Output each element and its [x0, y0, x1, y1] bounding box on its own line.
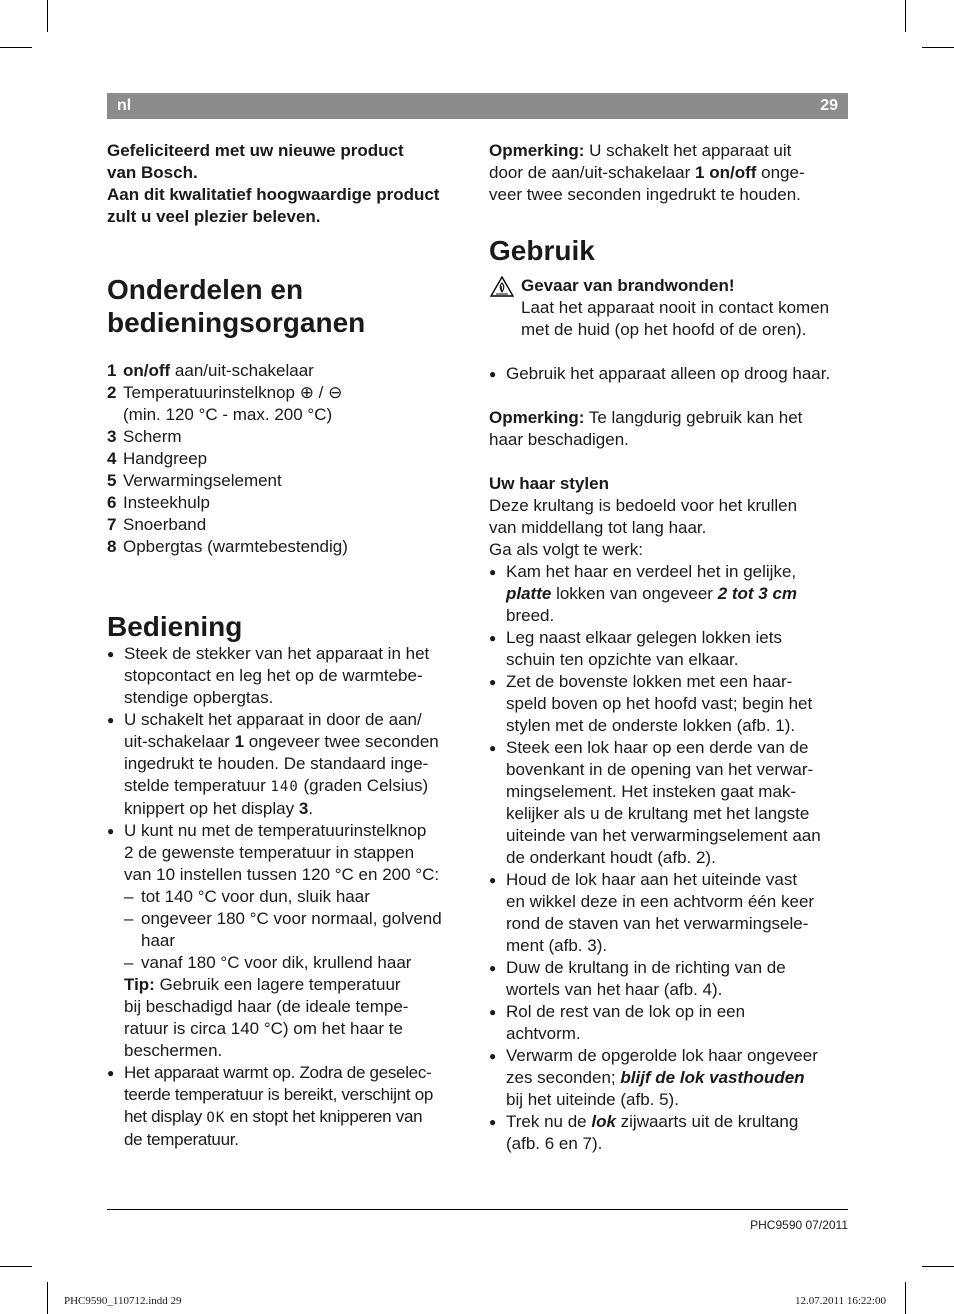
item-text: Verwarmingselement — [123, 471, 282, 490]
item-number: 4 — [107, 449, 117, 468]
tip-label: Tip: — [124, 975, 155, 994]
text-line: Steek een lok haar op een derde van de — [506, 738, 809, 757]
text-line: Het apparaat warmt op. Zodra de geselec- — [124, 1063, 432, 1082]
text-line: ingedrukt te houden. De standaard inge- — [124, 754, 429, 773]
footer-rule — [107, 1209, 848, 1210]
text-line: bij het uiteinde (afb. 5). — [506, 1090, 679, 1109]
emphasis: lok — [591, 1112, 616, 1131]
parts-item — [107, 514, 467, 536]
text-line: en stopt het knipperen van — [225, 1107, 423, 1126]
parts-item — [107, 470, 467, 492]
slug-file: PHC9590_110712.indd 29 — [64, 1295, 182, 1307]
text-line: Duw de krultang in de richting van de — [506, 958, 786, 977]
item-text: Handgreep — [123, 449, 208, 468]
operation-heading: Bediening — [107, 611, 243, 642]
styling-intro — [489, 495, 849, 561]
dash-item — [124, 952, 467, 974]
slug-timestamp: 12.07.2011 16:22:00 — [795, 1295, 886, 1307]
text-line: haar — [141, 931, 176, 950]
language-code: nl — [117, 97, 132, 114]
intro-line: Gefeliciteerd met uw nieuwe product — [107, 141, 404, 160]
footer-model: PHC9590 07/2011 — [750, 1218, 848, 1232]
item-text: Insteekhulp — [123, 493, 210, 512]
styling-heading: Uw haar stylen — [489, 474, 609, 493]
text-line: Te langdurig gebruik kan het — [584, 408, 803, 427]
item-text: Opbergtas (warmtebestendig) — [123, 537, 348, 556]
temperature-list — [124, 886, 467, 974]
item-number: 3 — [107, 427, 117, 446]
text-line: haar beschadigen. — [489, 430, 629, 449]
parts-item — [107, 492, 467, 514]
text-line: met de huid (op het hoofd of de oren). — [521, 320, 807, 339]
warning-title: Gevaar van brandwonden! — [521, 276, 735, 295]
display-value: OK — [206, 1110, 226, 1126]
text-line: stylen met de onderste lokken (afb. 1). — [506, 716, 796, 735]
text-line: bovenkant in de opening van het verwar- — [506, 760, 814, 779]
text-line: tot 140 °C voor dun, sluik haar — [141, 887, 370, 906]
text-line: Steek de stekker van het apparaat in het — [124, 644, 430, 663]
item-bold: on/off — [123, 361, 171, 380]
text-line: bij beschadigd haar (de ideale tempe- — [124, 997, 409, 1016]
header-bar — [107, 93, 848, 119]
text-line: ment (afb. 3). — [506, 936, 608, 955]
text-line: Ga als volgt te werk: — [489, 540, 644, 559]
text-line: Gebruik het apparaat alleen op droog haar. — [506, 364, 831, 383]
text-line: vanaf 180 °C voor dik, krullend haar — [141, 953, 412, 972]
styling-step — [489, 627, 849, 671]
note-2 — [489, 407, 849, 451]
crop-mark — [47, 0, 48, 32]
item-number: 6 — [107, 493, 117, 512]
text-line: van middellang tot lang haar. — [489, 518, 707, 537]
styling-step — [489, 561, 849, 627]
intro-line: zult u veel plezier beleven. — [107, 207, 321, 226]
styling-step — [489, 671, 849, 737]
text-line: kelijker als u de krultang met het langste — [506, 804, 810, 823]
text-line: teerde temperatuur is bereikt, verschijnt op — [124, 1085, 434, 1104]
operation-item — [107, 820, 467, 1062]
text-line: van 10 instellen tussen 120 °C en 200 °C: — [124, 865, 440, 884]
page-number: 29 — [820, 97, 838, 114]
text-line: ongeveer 180 °C voor normaal, golvend — [141, 909, 442, 928]
styling-steps — [489, 561, 849, 1155]
text-line: ongeveer twee seconden — [244, 732, 439, 751]
parts-heading-line: Onderdelen en — [107, 274, 304, 305]
item-number: 2 — [107, 383, 117, 402]
styling-step — [489, 957, 849, 1001]
item-text: Snoerband — [123, 515, 207, 534]
ref-number: 3 — [298, 799, 309, 818]
text-line: de onderkant houdt (afb. 2). — [506, 848, 716, 867]
text-line: en wikkel deze in een achtvorm één keer — [506, 892, 815, 911]
parts-list — [107, 360, 467, 558]
text-line: lokken van ongeveer — [551, 584, 718, 603]
crop-mark — [47, 1282, 48, 1314]
operation-item — [107, 1062, 467, 1151]
intro-text — [107, 140, 467, 228]
text-line: rond de staven van het verwarmingsele- — [506, 914, 809, 933]
styling-step — [489, 869, 849, 957]
text-line: Laat het apparaat nooit in contact komen — [521, 298, 830, 317]
note-label: Opmerking: — [489, 141, 585, 160]
intro-line: van Bosch. — [107, 163, 198, 182]
text-line: schuin ten opzichte van elkaar. — [506, 650, 739, 669]
emphasis: platte — [506, 584, 552, 603]
right-column — [489, 140, 849, 1155]
item-number: 8 — [107, 537, 117, 556]
text-line: Zet de bovenste lokken met een haar- — [506, 672, 793, 691]
text-line: Rol de rest van de lok op in een — [506, 1002, 746, 1021]
warning-block — [489, 275, 849, 341]
text-line: Deze krultang is bedoeld voor het krullen — [489, 496, 798, 515]
styling-step — [489, 1001, 849, 1045]
dash-item — [124, 908, 467, 952]
dash-item — [124, 886, 467, 908]
text-line: 2 de gewenste temperatuur in stappen — [124, 843, 415, 862]
parts-item — [107, 360, 467, 382]
note-1 — [489, 140, 849, 206]
parts-item — [107, 426, 467, 448]
ref-number: 1 — [234, 732, 245, 751]
display-value: 140 — [270, 779, 299, 795]
tip — [124, 974, 467, 1062]
text-line: uiteinde van het verwarmingselement aan — [506, 826, 821, 845]
text-line: veer twee seconden ingedrukt te houden. — [489, 185, 801, 204]
text-line: Gebruik een lagere temperatuur — [154, 975, 401, 994]
note-label: Opmerking: — [489, 408, 585, 427]
text-line: (graden Celsius) — [298, 776, 429, 795]
text-line: uit-schakelaar — [124, 732, 235, 751]
operation-item — [107, 643, 467, 709]
parts-item — [107, 448, 467, 470]
button-ref: 1 on/off — [695, 163, 757, 182]
styling-step — [489, 1045, 849, 1111]
text-line: stelde temperatuur — [124, 776, 271, 795]
text-line: zes seconden; — [506, 1068, 621, 1087]
text-line: wortels van het haar (afb. 4). — [506, 980, 723, 999]
parts-item — [107, 382, 467, 426]
emphasis: 2 tot 3 cm — [717, 584, 798, 603]
operation-item — [107, 709, 467, 820]
item-text: (min. 120 °C - max. 200 °C) — [123, 405, 333, 424]
text-line: stendige opbergtas. — [124, 688, 274, 707]
text-line: achtvorm. — [506, 1024, 581, 1043]
left-column — [107, 140, 467, 1151]
crop-mark — [905, 0, 906, 32]
text-line: . — [308, 799, 314, 818]
styling-step — [489, 737, 849, 869]
parts-heading-line: bedieningsorganen — [107, 307, 366, 338]
styling-step — [489, 1111, 849, 1155]
text-line: onge- — [756, 163, 805, 182]
item-text: Scherm — [123, 427, 182, 446]
item-text: Temperatuurinstelknop ⊕ / ⊖ — [123, 383, 343, 402]
operation-list — [107, 643, 467, 1151]
text-line: de temperatuur. — [124, 1130, 239, 1149]
text-line: door de aan/uit-schakelaar — [489, 163, 696, 182]
bullet-item — [489, 363, 849, 385]
text-line: speld boven op het hoofd vast; begin het — [506, 694, 813, 713]
text-line: Trek nu de — [506, 1112, 592, 1131]
text-line: (afb. 6 en 7). — [506, 1134, 603, 1153]
parts-heading — [107, 273, 467, 339]
text-line: knippert op het display — [124, 799, 299, 818]
text-line: mingselement. Het insteken gaat mak- — [506, 782, 797, 801]
text-line: Houd de lok haar aan het uiteinde vast — [506, 870, 798, 889]
crop-mark — [0, 47, 32, 48]
item-number: 1 — [107, 361, 117, 380]
text-line: stopcontact en leg het op de warmtebe- — [124, 666, 423, 685]
item-number: 5 — [107, 471, 117, 490]
parts-item — [107, 536, 467, 558]
text-line: Leg naast elkaar gelegen lokken iets — [506, 628, 782, 647]
text-line: het display — [124, 1107, 207, 1126]
text-line: breed. — [506, 606, 555, 625]
text-line: U schakelt het apparaat uit — [584, 141, 792, 160]
text-line: Verwarm de opgerolde lok haar ongeveer — [506, 1046, 818, 1065]
intro-line: Aan dit kwalitatief hoogwaardige product — [107, 185, 440, 204]
text-line: Kam het haar en verdeel het in gelijke, — [506, 562, 797, 581]
item-number: 7 — [107, 515, 117, 534]
emphasis: blijf de lok vasthouden — [620, 1068, 805, 1087]
text-line: U schakelt het apparaat in door de aan/ — [124, 710, 422, 729]
text-line: beschermen. — [124, 1041, 223, 1060]
crop-mark — [0, 1266, 32, 1267]
crop-mark — [922, 1266, 954, 1267]
item-text: aan/uit-schakelaar — [170, 361, 314, 380]
text-line: ratuur is circa 140 °C) om het haar te — [124, 1019, 403, 1038]
text-line: U kunt nu met de temperatuurinstelknop — [124, 821, 427, 840]
use-heading: Gebruik — [489, 235, 595, 266]
text-line: zijwaarts uit de krultang — [615, 1112, 799, 1131]
crop-mark — [922, 47, 954, 48]
warning-triangle-icon — [490, 276, 514, 297]
dry-hair-list — [489, 363, 849, 385]
crop-mark — [905, 1282, 906, 1314]
